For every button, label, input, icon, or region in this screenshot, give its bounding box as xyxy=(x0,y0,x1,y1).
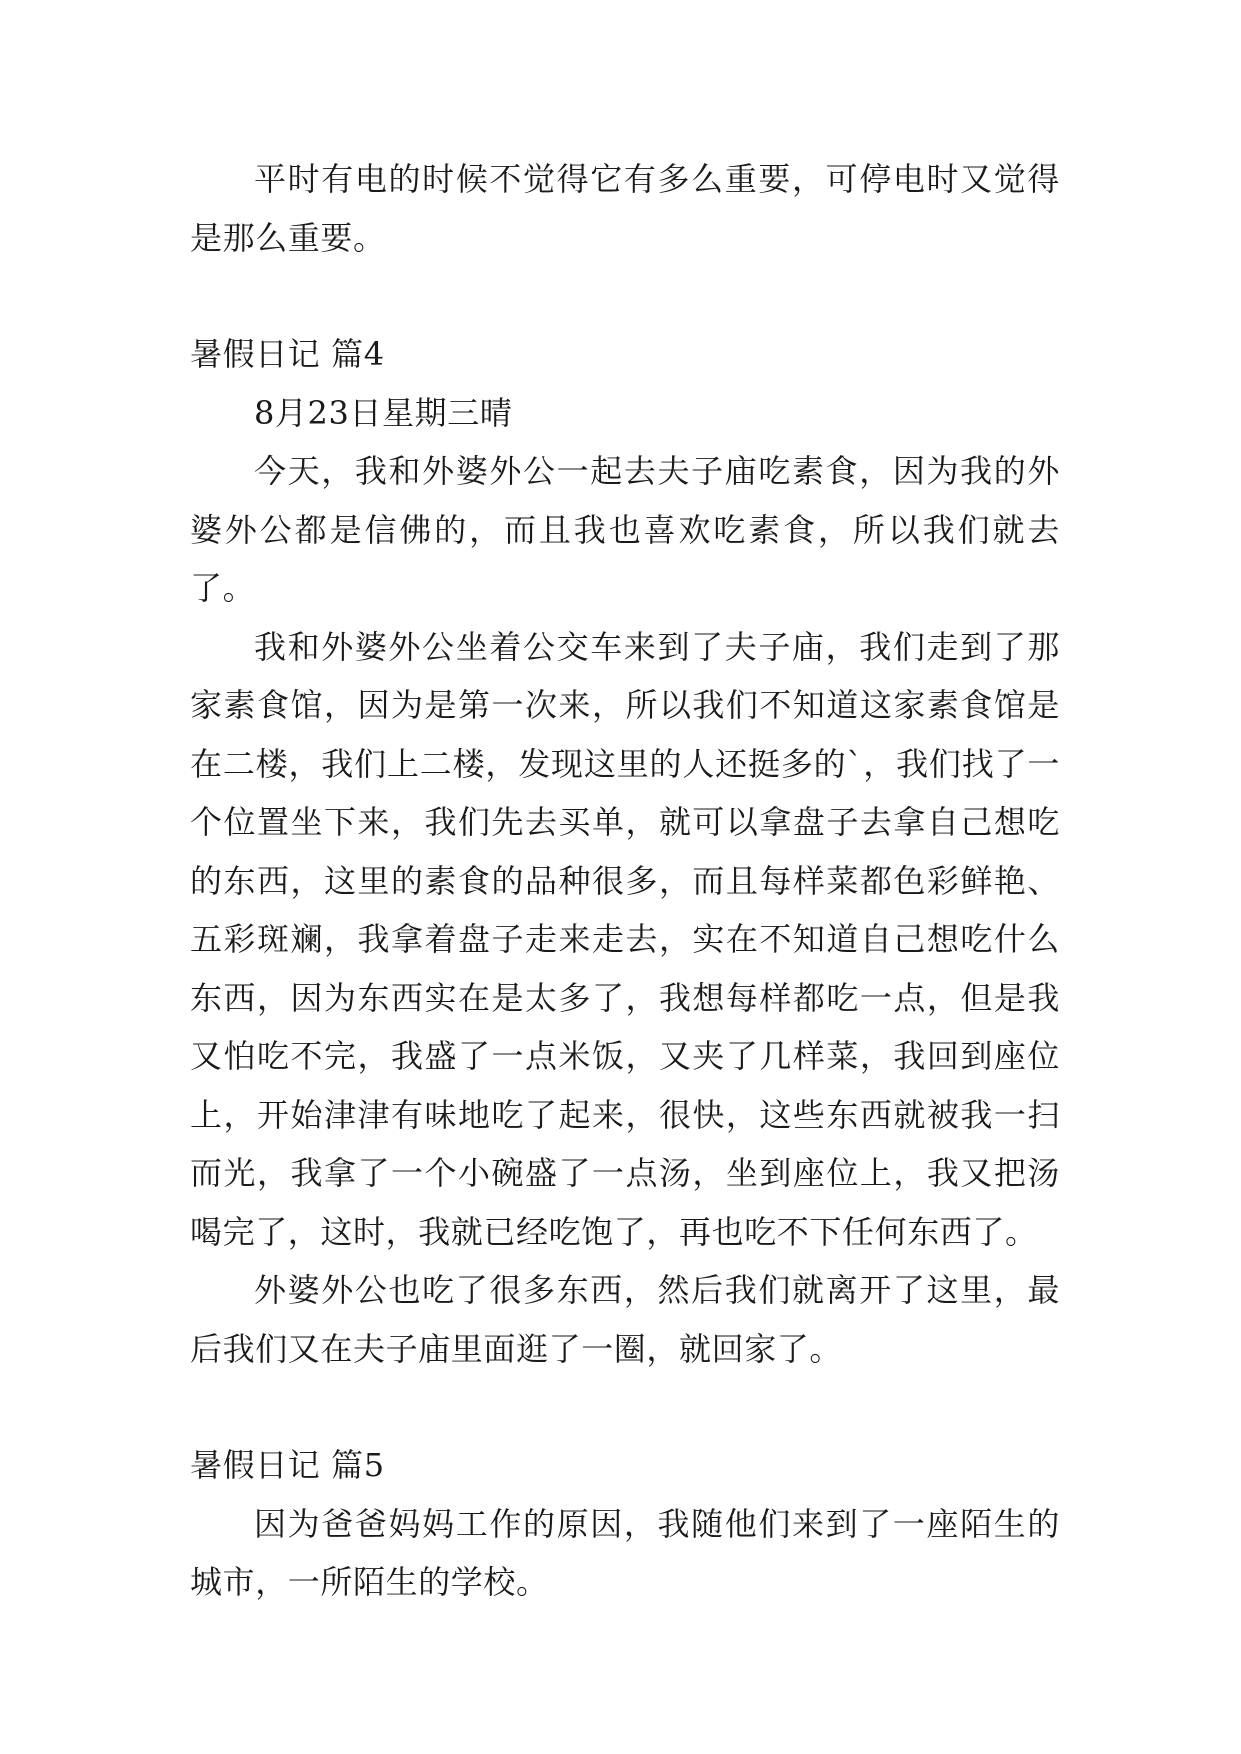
paragraph-power-outage: 平时有电的时候不觉得它有多么重要，可停电时又觉得是那么重要。 xyxy=(190,160,1060,257)
document-page xyxy=(190,150,1060,1612)
section-title-5: 暑假日记 篇5 xyxy=(190,1446,385,1484)
diary-date: 8月23日星期三晴 xyxy=(254,393,513,432)
paragraph-4-1: 今天，我和外婆外公一起去夫子庙吃素食，因为我的外婆外公都是信佛的，而且我也喜欢吃素食，所以我们就去了。 xyxy=(190,452,1060,607)
section-gap xyxy=(190,267,1060,325)
section-gap xyxy=(190,1378,1060,1436)
paragraph-4-3: 外婆外公也吃了很多东西，然后我们就离开了这里，最后我们又在夫子庙里面逛了一圈，就回家了。 xyxy=(190,1271,1060,1368)
section-title-4: 暑假日记 篇4 xyxy=(190,335,385,373)
paragraph-5-1: 因为爸爸妈妈工作的原因，我随他们来到了一座陌生的城市，一所陌生的学校。 xyxy=(190,1504,1060,1601)
paragraph-4-2: 我和外婆外公坐着公交车来到了夫子庙，我们走到了那家素食馆，因为是第一次来，所以我们不知道这家素食馆是在二楼，我们上二楼，发现这里的人还挺多的`，我们找了一个位置坐下来，我们先去买单，就可以拿盘子去拿自己想吃的东西，这里的素食的品种很多，而且每样菜都色彩鲜艳、五彩斑斓，我拿着盘子走来走去，实在不知道自己想吃什么东西，因为东西实在是太多了，我想每样都吃一点，但是我又怕吃不完，我盛了一点米饭，又夹了几样菜，我回到座位上，开始津津有味地吃了起来，很快，这些东西就被我一扫而光，我拿了一个小碗盛了一点汤，坐到座位上，我又把汤喝完了，这时，我就已经吃饱了，再也吃不下任何东西了。 xyxy=(190,627,1060,1251)
